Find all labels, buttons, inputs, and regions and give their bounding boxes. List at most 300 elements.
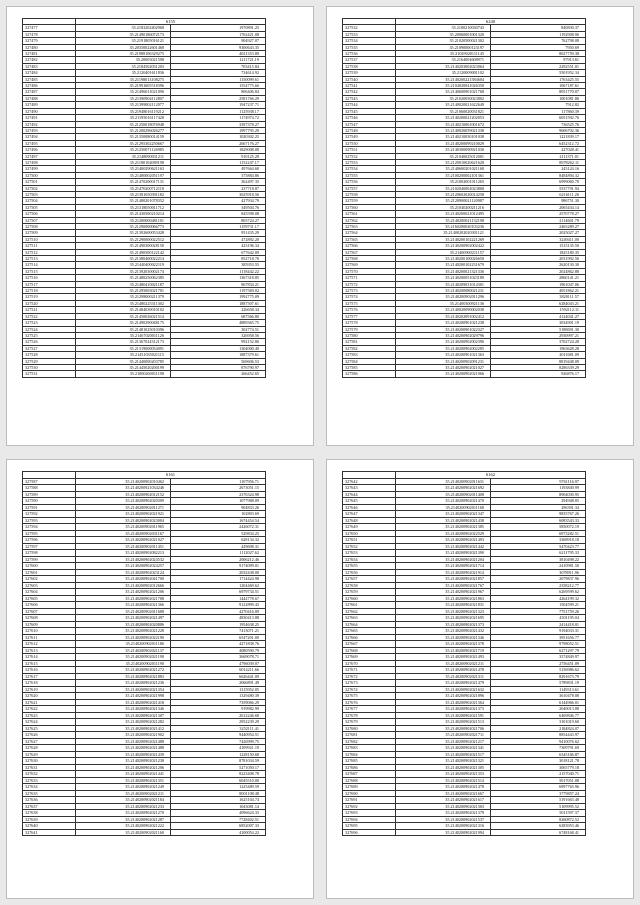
id-cell: 327696 (343, 829, 396, 836)
coordinate-cell: 35.2140200902021323 (396, 608, 491, 615)
value-cell: 2410981.50 (491, 563, 586, 570)
id-cell: 327620 (23, 693, 76, 700)
value-cell: 102803.69 (171, 511, 266, 518)
value-cell: 8291673.79 (491, 673, 586, 680)
value-cell: 5109995.52 (491, 803, 586, 810)
coordinate-cell: 35.2140200902021831 (396, 602, 491, 609)
coordinate-cell: 35.2140200902021591 (396, 712, 491, 719)
coordinate-cell: 35.2140200051023189 (396, 275, 491, 281)
coordinate-cell: 35.2140200902002285 (396, 345, 491, 351)
value-cell: 1149313.61 (491, 686, 586, 693)
coordinate-cell: 35.2140200902021287 (76, 816, 171, 823)
coordinate-cell: 35.2140200902021206 (76, 589, 171, 596)
id-cell: 327561 (343, 211, 396, 217)
document-page-1 (6, 6, 314, 446)
value-cell: 2414418.01 (491, 621, 586, 628)
value-cell: 8260872.52 (491, 816, 586, 823)
coordinate-cell: 35.2140200902021902 (76, 732, 171, 739)
value-cell: 227028.41 (491, 147, 586, 153)
id-cell: 327677 (343, 706, 396, 713)
coordinate-cell: 35.2140200902021695 (396, 615, 491, 622)
coordinate-cell: 35.20350022601468 (76, 44, 171, 50)
id-cell: 327603 (23, 582, 76, 589)
coordinate-cell: 35.2140200902021027 (396, 364, 491, 370)
value-cell: 2358212.77 (491, 582, 586, 589)
id-cell: 327692 (343, 803, 396, 810)
coordinate-cell: 35.21481025010396 (76, 326, 171, 332)
value-cell: 951435.29 (171, 230, 266, 236)
value-cell: 1001081.86 (491, 95, 586, 101)
id-cell: 327516 (23, 275, 76, 281)
coordinate-cell: 35.2164004608971 (396, 57, 491, 63)
coordinate-cell: 35.2140200902021347 (396, 511, 491, 518)
value-cell: 1159731.17 (171, 224, 266, 230)
value-cell: 2465289.27 (491, 224, 586, 230)
id-cell: 327581 (343, 339, 396, 345)
coordinate-cell: 35.2140200902012152 (76, 491, 171, 498)
value-cell: 9440954.51 (171, 732, 266, 739)
id-cell: 327626 (23, 732, 76, 739)
value-cell: 6626441.09 (171, 673, 266, 680)
coordinate-cell: 35.21198013108275 (76, 76, 171, 82)
value-cell: 4830413.88 (171, 615, 266, 622)
coordinate-cell: 35.21399002112077 (76, 102, 171, 108)
coordinate-cell: 35.2140200902021493 (396, 537, 491, 544)
id-cell: 327597 (23, 543, 76, 550)
coordinate-cell: 35.21295003021701 (76, 288, 171, 294)
id-cell: 327563 (343, 224, 396, 230)
id-cell: 327629 (23, 751, 76, 758)
coordinate-cell: 35.2140200902021228 (76, 628, 171, 635)
coordinate-cell: 35.21020050023802 (396, 95, 491, 101)
coordinate-cell: 35.2140200902041700 (76, 576, 171, 583)
coordinate-cell: 35.2140200902021305 (396, 764, 491, 771)
id-cell: 327521 (23, 307, 76, 313)
id-cell: 327611 (23, 634, 76, 641)
coordinate-cell: 35.21480201078352 (76, 198, 171, 204)
value-cell: 2032438.00 (171, 569, 266, 576)
value-cell: 1067187.61 (491, 83, 586, 89)
coordinate-cell: 35.2140200902021249 (76, 784, 171, 791)
coordinate-cell: 35.2140200902023004 (76, 517, 171, 524)
coordinate-cell: 35.2140200902011451 (76, 543, 171, 550)
id-cell: 327610 (23, 628, 76, 635)
id-cell: 327647 (343, 511, 396, 518)
table-header: 6155 (76, 19, 266, 25)
value-cell: 8781034.59 (171, 758, 266, 765)
id-cell: 327526 (23, 339, 76, 345)
value-cell: 677642.09 (171, 249, 266, 255)
value-cell: 2952239.29 (171, 719, 266, 726)
value-cell: 2612246.68 (171, 712, 266, 719)
coordinate-cell: 35.2140200902021066 (396, 371, 491, 377)
value-cell: 8484894.32 (491, 172, 586, 178)
coordinate-cell: 35.2140200902021517 (396, 751, 491, 758)
id-cell: 327509 (23, 230, 76, 236)
value-cell: 2114601.79 (491, 217, 586, 223)
value-cell: 1992775.09 (171, 294, 266, 300)
id-cell: 327531 (23, 371, 76, 377)
value-cell: 266452.65 (171, 371, 266, 377)
id-cell: 327627 (23, 738, 76, 745)
id-cell: 327654 (343, 556, 396, 563)
id-cell: 327680 (343, 725, 396, 732)
coordinate-cell: 35.2140200902021514 (396, 777, 491, 784)
id-cell: 327606 (23, 602, 76, 609)
id-cell: 327687 (343, 771, 396, 778)
coordinate-cell: 35.2140200902021412 (76, 725, 171, 732)
coordinate-cell: 35.2140200902011271 (76, 504, 171, 511)
coordinate-cell: 35.2120602020014258 (396, 191, 491, 197)
id-cell: 327602 (23, 576, 76, 583)
coordinate-cell: 35.2140200080021231 (396, 288, 491, 294)
value-cell: 1442778.67 (171, 595, 266, 602)
id-cell: 327502 (23, 185, 76, 191)
id-cell: 327640 (23, 823, 76, 830)
coordinate-cell: 35.21195016117428 (76, 115, 171, 121)
coordinate-cell: 35.2140200902021364 (396, 699, 491, 706)
coordinate-cell: 35.21040025012001 (396, 153, 491, 159)
id-cell: 327565 (343, 236, 396, 242)
id-cell: 327638 (23, 810, 76, 817)
id-cell: 327655 (343, 563, 396, 570)
coordinate-cell: 35.21400202020301121 (396, 230, 491, 236)
coordinate-cell: 35.2140200902021311 (396, 673, 491, 680)
coordinate-cell: 35.21490290048175 (76, 320, 171, 326)
coordinate-cell: 35.2140200902024532 (76, 556, 171, 563)
table-row (23, 829, 266, 836)
id-cell: 327667 (343, 641, 396, 648)
id-cell: 327671 (343, 667, 396, 674)
value-cell: 5470423.77 (491, 543, 586, 550)
value-cell: 294948.05 (491, 498, 586, 505)
value-cell: 8978262.11 (491, 159, 586, 165)
coordinate-cell: 35.2140200902010462 (76, 478, 171, 485)
coordinate-cell: 35.2140200902021470 (396, 498, 491, 505)
value-cell: 7309791.69 (491, 745, 586, 752)
coordinate-cell: 35.2140200902021346 (76, 706, 171, 713)
id-cell: 327634 (23, 784, 76, 791)
value-cell: 1192908.96 (491, 31, 586, 37)
value-cell: 2024862.88 (491, 268, 586, 274)
table-header: 6240 (396, 19, 586, 25)
coordinate-cell: 35.2140200902021667 (396, 790, 491, 797)
value-cell: 3820111.57 (491, 294, 586, 300)
id-cell: 327600 (23, 563, 76, 570)
coordinate-cell: 35.2140200902021442 (396, 543, 491, 550)
value-cell: 2066891.49 (171, 680, 266, 687)
coordinate-cell: 35.2140202091002412 (396, 313, 491, 319)
coordinate-cell: 35.2140200902021493 (396, 654, 491, 661)
value-cell: 97913.61 (491, 57, 586, 63)
coordinate-cell: 35.2140200902021883 (76, 673, 171, 680)
id-cell: 327652 (343, 543, 396, 550)
id-cell: 327588 (23, 485, 76, 492)
id-cell: 327555 (343, 172, 396, 178)
value-cell: 4021353.89 (171, 51, 266, 57)
coordinate-cell: 35.2183202402968 (76, 25, 171, 31)
coordinate-cell: 35.2140200902021617 (396, 797, 491, 804)
id-cell: 327688 (343, 777, 396, 784)
coordinate-cell: 35.21040200211216 (396, 204, 491, 210)
id-cell: 327663 (343, 615, 396, 622)
id-cell: 327519 (23, 294, 76, 300)
value-cell: 5188691.30 (491, 326, 586, 332)
value-cell: 1211721.19 (171, 57, 266, 63)
value-cell: 6284043.21 (491, 300, 586, 306)
value-cell: 3779857.24 (491, 790, 586, 797)
value-cell: 1763425.55 (491, 76, 586, 82)
value-cell: 7413071.21 (171, 628, 266, 635)
coordinate-cell: 35.21440000203785 (76, 358, 171, 364)
id-cell: 327504 (23, 198, 76, 204)
coordinate-cell: 35.2140200902021479 (396, 680, 491, 687)
data-table (342, 471, 586, 836)
value-cell: 845598.08 (171, 211, 266, 217)
coordinate-cell: 35.2140200902021211 (76, 790, 171, 797)
id-cell: 327510 (23, 236, 76, 242)
coordinate-cell: 35.2100210030743 (396, 25, 491, 31)
coordinate-cell: 35.2140300090921030 (396, 147, 491, 153)
value-cell: 226658.34 (171, 307, 266, 313)
coordinate-cell: 35.2140200902021307 (76, 712, 171, 719)
coordinate-cell: 35.2184502031203 (76, 63, 171, 69)
coordinate-cell: 35.2148090031211 (76, 153, 171, 159)
coordinate-cell: 35.2140200902021316 (396, 823, 491, 830)
value-cell: 2620130.30 (491, 262, 586, 268)
coordinate-cell: 35.2140200102221269 (396, 236, 491, 242)
id-cell: 327534 (343, 38, 396, 44)
id-cell: 327522 (23, 313, 76, 319)
coordinate-cell: 35.2140200902021270 (76, 810, 171, 817)
id-cell: 327678 (343, 712, 396, 719)
value-cell: 1315952.05 (171, 686, 266, 693)
id-cell: 327681 (343, 732, 396, 739)
coordinate-cell: 35.21390904112807 (76, 95, 171, 101)
id-cell: 327546 (343, 115, 396, 121)
id-cell: 327545 (343, 108, 396, 114)
value-cell: 5537791.94 (491, 185, 586, 191)
coordinate-cell: 35.2140200902021488 (76, 745, 171, 752)
id-cell: 327572 (343, 281, 396, 287)
id-cell: 327636 (23, 797, 76, 804)
value-cell: 529834.25 (171, 530, 266, 537)
value-cell: 2006212.46 (171, 556, 266, 563)
coordinate-cell: 35.21470200712118 (76, 185, 171, 191)
coordinate-cell: 35.21380400022214 (76, 256, 171, 262)
id-cell: 327653 (343, 550, 396, 557)
id-cell: 327668 (343, 647, 396, 654)
coordinate-cell: 35.21000260011198 (76, 371, 171, 377)
value-cell: 687566.80 (171, 313, 266, 319)
coordinate-cell: 35.21029020111145 (396, 51, 491, 57)
id-cell: 327619 (23, 686, 76, 693)
coordinate-cell: 35.2140200902020309 (76, 498, 171, 505)
id-cell: 327682 (343, 738, 396, 745)
coordinate-cell: 35.2140200902021321 (396, 758, 491, 765)
value-cell: 3574849.97 (491, 654, 586, 661)
id-cell: 327533 (343, 31, 396, 37)
coordinate-cell: 35.2140200902012666 (76, 582, 171, 589)
coordinate-cell: 35.21319000054091 (76, 345, 171, 351)
value-cell: 9122899.43 (171, 602, 266, 609)
value-cell: 2011681.09 (491, 352, 586, 358)
value-cell: 4124041.27 (491, 313, 586, 319)
coordinate-cell: 35.2140200902021027 (76, 537, 171, 544)
coordinate-cell: 35.2140200902021896 (396, 693, 491, 700)
data-table (22, 471, 266, 836)
coordinate-cell: 35.2140200901022327 (396, 326, 491, 332)
value-cell: 6045510.00 (171, 777, 266, 784)
id-cell: 327484 (23, 70, 76, 76)
id-cell: 327624 (23, 719, 76, 726)
id-cell: 327673 (343, 680, 396, 687)
id-cell: 327691 (343, 797, 396, 804)
id-cell: 327568 (343, 256, 396, 262)
id-cell: 327550 (343, 140, 396, 146)
coordinate-cell: 35.2140200902021282 (76, 719, 171, 726)
coordinate-cell: 35.20003021598 (76, 57, 171, 63)
value-cell: 3018121.78 (491, 758, 586, 765)
id-cell: 327587 (23, 478, 76, 485)
coordinate-cell: 35.2140200902002396 (396, 339, 491, 345)
value-cell: 1762421.08 (171, 31, 266, 37)
id-cell: 327651 (343, 537, 396, 544)
id-cell: 327618 (23, 680, 76, 687)
coordinate-cell: 35.2140200902021379 (396, 810, 491, 817)
coordinate-cell: 35.2140200902020886 (76, 621, 171, 628)
id-cell: 327553 (343, 159, 396, 165)
id-cell: 327675 (343, 693, 396, 700)
value-cell: 4096624.33 (171, 810, 266, 817)
coordinate-cell: 35.2140200902021206 (76, 764, 171, 771)
value-cell: 2292551.01 (491, 63, 586, 69)
coordinate-cell: 35.21451035021115 (76, 352, 171, 358)
id-cell: 327479 (23, 38, 76, 44)
value-cell: 1193840.99 (491, 485, 586, 492)
id-cell: 327491 (23, 115, 76, 121)
id-cell: 327642 (343, 478, 396, 485)
coordinate-cell: 35.2120009001102 (396, 70, 491, 76)
value-cell: 2673051.15 (171, 485, 266, 492)
value-cell: 9606702.36 (491, 127, 586, 133)
value-cell: 472892.20 (171, 236, 266, 242)
coordinate-cell: 35.2100200002101361 (396, 172, 491, 178)
value-cell: 1304000.40 (171, 345, 266, 351)
id-cell: 327664 (343, 621, 396, 628)
coordinate-cell: 35.2140200902021217 (396, 738, 491, 745)
id-cell: 327547 (343, 121, 396, 127)
coordinate-cell: 35.2140209031014301 (396, 281, 491, 287)
coordinate-cell: 35.2140020090002038 (396, 307, 491, 313)
id-cell: 327595 (23, 530, 76, 537)
id-cell: 327541 (343, 83, 396, 89)
id-cell: 327632 (23, 771, 76, 778)
coordinate-cell: 35.2140200021132198 (396, 217, 491, 223)
id-cell: 327608 (23, 615, 76, 622)
id-cell: 327543 (343, 95, 396, 101)
value-cell: 1674454.54 (171, 517, 266, 524)
coordinate-cell: 35.21392030002174 (76, 268, 171, 274)
coordinate-cell: 35.21948016119212 (76, 108, 171, 114)
coordinate-cell: 35.2140200902021432 (396, 628, 491, 635)
value-cell: 6345166.87 (491, 751, 586, 758)
coordinate-cell: 35.21440400022119 (76, 262, 171, 268)
id-cell: 327528 (23, 352, 76, 358)
coordinate-cell: 35.21480002051197 (76, 172, 171, 178)
coordinate-cell: 35.2140020059021338 (396, 127, 491, 133)
coordinate-cell: 35.2140200902021438 (396, 517, 491, 524)
id-cell: 327594 (23, 524, 76, 531)
id-cell: 327625 (23, 725, 76, 732)
value-cell: 375884.86 (171, 172, 266, 178)
id-cell: 327583 (343, 352, 396, 358)
id-cell: 327529 (23, 358, 76, 364)
coordinate-cell: 35.2140200902011408 (396, 491, 491, 498)
id-cell: 327684 (343, 751, 396, 758)
table-row (343, 371, 586, 377)
value-cell: 4301195.04 (491, 615, 586, 622)
coordinate-cell: 35.21400300921136 (396, 300, 491, 306)
id-cell: 327643 (343, 485, 396, 492)
id-cell: 327576 (343, 307, 396, 313)
coordinate-cell: 35.2140200902082213 (76, 550, 171, 557)
id-cell: 327646 (343, 504, 396, 511)
value-cell: 569606.53 (171, 358, 266, 364)
value-cell: 762798.08 (491, 38, 586, 44)
data-table (22, 18, 266, 378)
coordinate-cell: 35.21295302250667 (76, 140, 171, 146)
id-cell: 327487 (23, 89, 76, 95)
id-cell: 327515 (23, 268, 76, 274)
id-cell: 327549 (343, 134, 396, 140)
value-cell: 1625104.74 (171, 797, 266, 804)
coordinate-cell: 35.2140200902011965 (76, 524, 171, 531)
coordinate-cell: 35.2140200902021204 (396, 556, 491, 563)
coordinate-cell: 35.2140200902021711 (396, 732, 491, 739)
coordinate-cell: 35.21470200017131 (76, 179, 171, 185)
value-cell: 3025918.56 (171, 191, 266, 197)
id-cell: 327669 (343, 654, 396, 661)
value-cell: 867834.21 (171, 281, 266, 287)
value-cell: 4051862.21 (491, 288, 586, 294)
value-cell: 1947237.71 (171, 102, 266, 108)
id-cell: 327686 (343, 764, 396, 771)
id-cell: 327551 (343, 147, 396, 153)
id-cell: 327538 (343, 63, 396, 69)
value-cell: 904927.07 (171, 38, 266, 44)
value-cell: 427934.79 (171, 198, 266, 204)
value-cell: 3101019.60 (491, 719, 586, 726)
value-cell: 3249411.00 (491, 236, 586, 242)
id-cell: 327645 (343, 498, 396, 505)
value-cell: 2111371.01 (491, 153, 586, 159)
value-cell: 1963628.28 (491, 345, 586, 351)
coordinate-cell: 35.21318050011712 (76, 204, 171, 210)
coordinate-cell: 35.2140200901021238 (396, 320, 491, 326)
id-cell: 327544 (343, 102, 396, 108)
value-cell: 5156986.62 (491, 667, 586, 674)
value-cell: 9835767.26 (491, 511, 586, 518)
id-cell: 327540 (343, 76, 396, 82)
coordinate-cell: 35.2120401611836 (76, 70, 171, 76)
id-cell: 327532 (343, 25, 396, 31)
id-cell: 327554 (343, 166, 396, 172)
value-cell: 992152.86 (171, 339, 266, 345)
coordinate-cell: 35.2140200902021353 (396, 771, 491, 778)
id-cell: 327578 (343, 320, 396, 326)
value-cell: 117860.39 (491, 108, 586, 114)
